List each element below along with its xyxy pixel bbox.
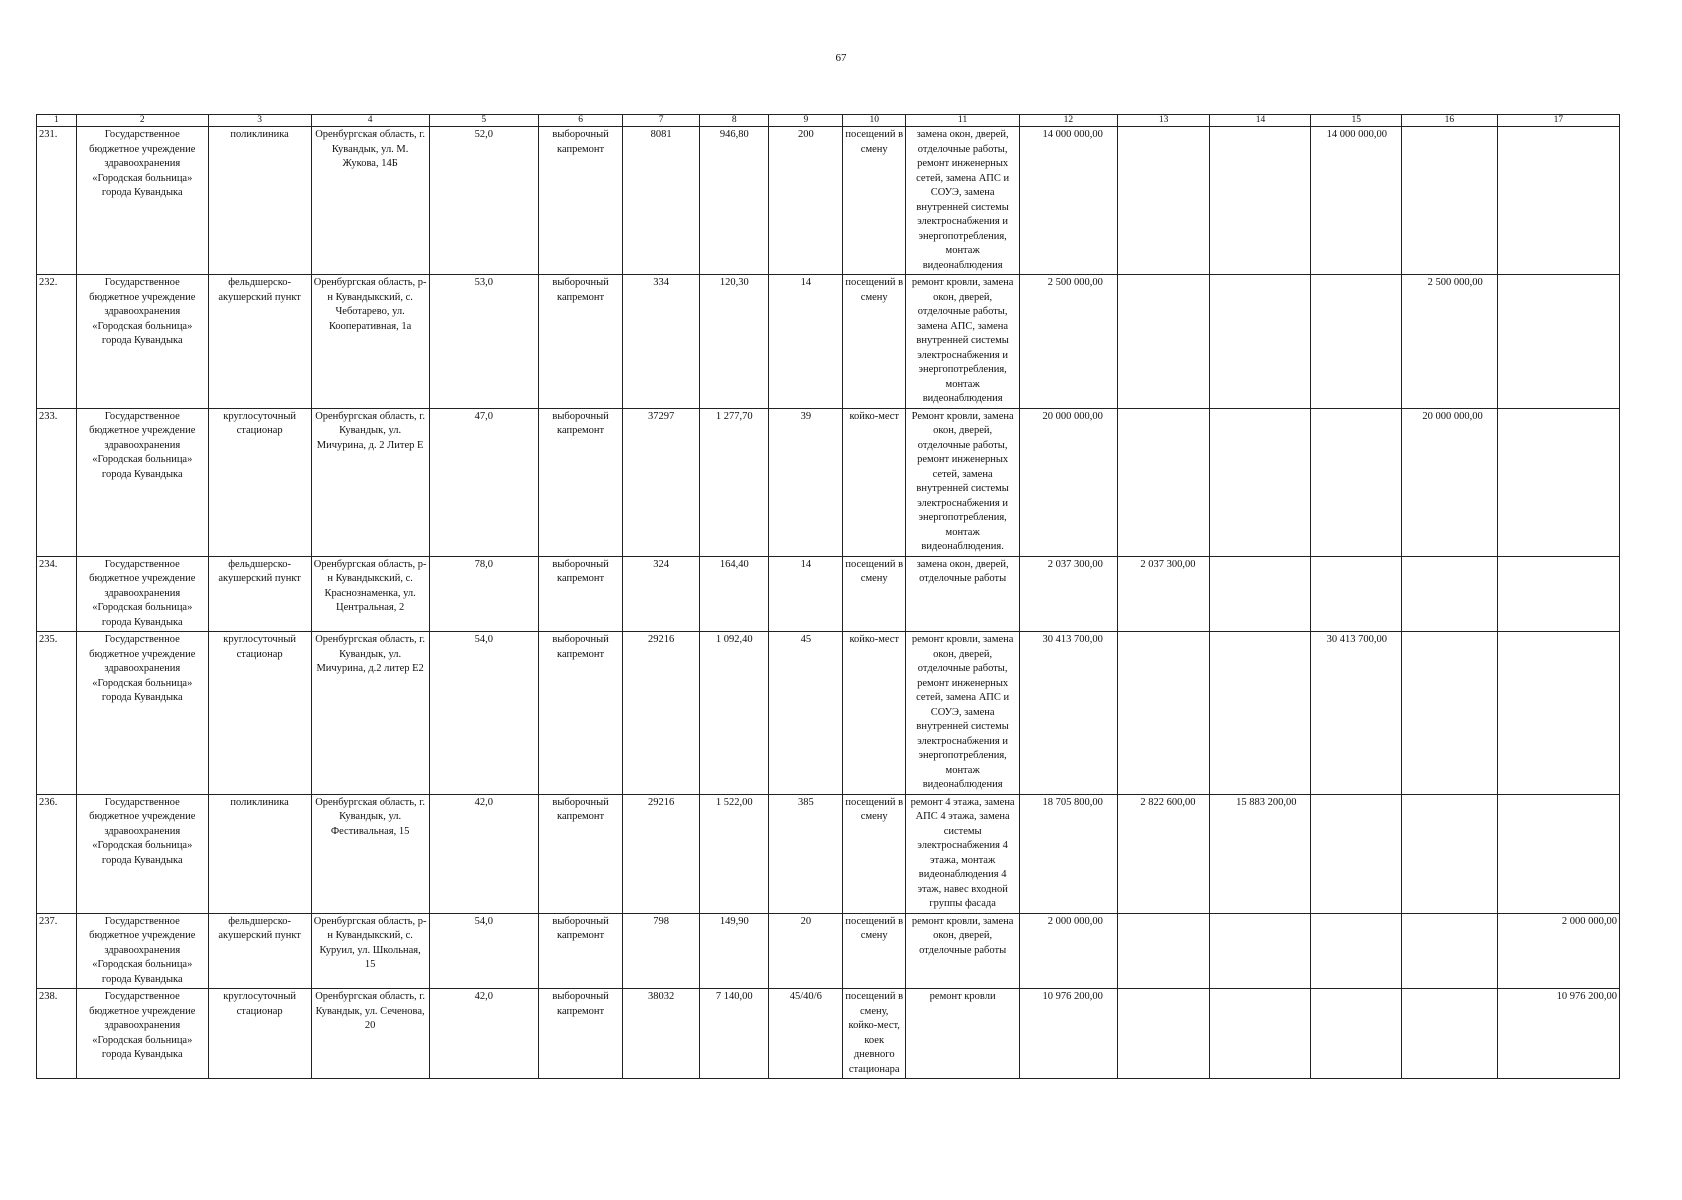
work-type: выборочный капремонт bbox=[539, 127, 623, 275]
wear-percent: 54,0 bbox=[429, 913, 538, 989]
capacity-unit: посещений в смену, койко-мест, коек дневного стационара bbox=[843, 989, 906, 1079]
cost-year-5: 10 976 200,00 bbox=[1497, 989, 1619, 1079]
col-num-7: 7 bbox=[623, 115, 700, 127]
col-num-2: 2 bbox=[76, 115, 208, 127]
col-num-17: 17 bbox=[1497, 115, 1619, 127]
cost-year-1 bbox=[1117, 127, 1210, 275]
work-description: ремонт кровли bbox=[906, 989, 1020, 1079]
wear-percent: 42,0 bbox=[429, 794, 538, 913]
work-type: выборочный капремонт bbox=[539, 632, 623, 795]
capacity-unit: посещений в смену bbox=[843, 275, 906, 409]
capacity: 200 bbox=[769, 127, 843, 275]
row-number: 234. bbox=[37, 556, 77, 632]
organization: Государственное бюджетное учреждение здравоохранения «Городская больница» города Кувандыка bbox=[76, 408, 208, 556]
cost-year-4 bbox=[1402, 989, 1498, 1079]
organization: Государственное бюджетное учреждение здравоохранения «Городская больница» города Кувандыка bbox=[76, 989, 208, 1079]
cost-year-3: 30 413 700,00 bbox=[1311, 632, 1402, 795]
work-type: выборочный капремонт bbox=[539, 989, 623, 1079]
row-number: 238. bbox=[37, 989, 77, 1079]
organization: Государственное бюджетное учреждение здравоохранения «Городская больница» города Кувандыка bbox=[76, 127, 208, 275]
cost-year-2 bbox=[1210, 556, 1311, 632]
organization: Государственное бюджетное учреждение здравоохранения «Городская больница» города Кувандыка bbox=[76, 913, 208, 989]
work-type: выборочный капремонт bbox=[539, 275, 623, 409]
cost-year-1: 2 822 600,00 bbox=[1117, 794, 1210, 913]
cost-year-2: 15 883 200,00 bbox=[1210, 794, 1311, 913]
total-cost: 18 705 800,00 bbox=[1019, 794, 1117, 913]
address: Оренбургская область, р-н Кувандыкский, с. Краснознаменка, ул. Центральная, 2 bbox=[311, 556, 429, 632]
cost-year-5 bbox=[1497, 556, 1619, 632]
work-type: выборочный капремонт bbox=[539, 794, 623, 913]
facility-type: поликлиника bbox=[208, 127, 311, 275]
area: 1 092,40 bbox=[700, 632, 769, 795]
col-num-15: 15 bbox=[1311, 115, 1402, 127]
cost-year-3: 14 000 000,00 bbox=[1311, 127, 1402, 275]
table-row bbox=[37, 632, 1620, 795]
organization: Государственное бюджетное учреждение здравоохранения «Городская больница» города Кувандыка bbox=[76, 275, 208, 409]
cost-year-1 bbox=[1117, 408, 1210, 556]
cost-year-4: 20 000 000,00 bbox=[1402, 408, 1498, 556]
capacity: 39 bbox=[769, 408, 843, 556]
table-row bbox=[37, 408, 1620, 556]
capacity-unit: койко-мест bbox=[843, 632, 906, 795]
cost-year-4 bbox=[1402, 127, 1498, 275]
address: Оренбургская область, г. Кувандык, ул. Мичурина, д. 2 Литер Е bbox=[311, 408, 429, 556]
cost-year-5 bbox=[1497, 127, 1619, 275]
col-num-11: 11 bbox=[906, 115, 1020, 127]
address: Оренбургская область, г. Кувандык, ул. М. Жукова, 14Б bbox=[311, 127, 429, 275]
col-num-5: 5 bbox=[429, 115, 538, 127]
capacity-unit: койко-мест bbox=[843, 408, 906, 556]
work-type: выборочный капремонт bbox=[539, 556, 623, 632]
work-description: ремонт 4 этажа, замена АПС 4 этажа, замена системы электроснабжения 4 этажа, монтаж видеонаблюдения 4 этаж, навес входной группы фасада bbox=[906, 794, 1020, 913]
col-7-value: 798 bbox=[623, 913, 700, 989]
cost-year-4: 2 500 000,00 bbox=[1402, 275, 1498, 409]
address: Оренбургская область, г. Кувандык, ул. Фестивальная, 15 bbox=[311, 794, 429, 913]
work-type: выборочный капремонт bbox=[539, 408, 623, 556]
cost-year-3 bbox=[1311, 989, 1402, 1079]
work-description: ремонт кровли, замена окон, дверей, отделочные работы bbox=[906, 913, 1020, 989]
row-number: 235. bbox=[37, 632, 77, 795]
col-7-value: 37297 bbox=[623, 408, 700, 556]
table-row bbox=[37, 989, 1620, 1079]
cost-year-1 bbox=[1117, 913, 1210, 989]
address: Оренбургская область, г. Кувандык, ул. Сеченова, 20 bbox=[311, 989, 429, 1079]
cost-year-1 bbox=[1117, 632, 1210, 795]
table-row bbox=[37, 275, 1620, 409]
capacity: 14 bbox=[769, 275, 843, 409]
work-description: замена окон, дверей, отделочные работы bbox=[906, 556, 1020, 632]
work-description: замена окон, дверей, отделочные работы, ремонт инженерных сетей, замена АПС и СОУЭ, замена внутренней системы электроснабжения и энергопотребления, монтаж видеонаблюдения bbox=[906, 127, 1020, 275]
cost-year-2 bbox=[1210, 127, 1311, 275]
cost-year-5: 2 000 000,00 bbox=[1497, 913, 1619, 989]
address: Оренбургская область, г. Кувандык, ул. Мичурина, д.2 литер Е2 bbox=[311, 632, 429, 795]
cost-year-4 bbox=[1402, 913, 1498, 989]
cost-year-5 bbox=[1497, 632, 1619, 795]
row-number: 236. bbox=[37, 794, 77, 913]
cost-year-4 bbox=[1402, 794, 1498, 913]
table-row bbox=[37, 794, 1620, 913]
capacity: 385 bbox=[769, 794, 843, 913]
facility-type: фельдшерско-акушерский пункт bbox=[208, 913, 311, 989]
cost-year-5 bbox=[1497, 794, 1619, 913]
cost-year-2 bbox=[1210, 989, 1311, 1079]
cost-year-5 bbox=[1497, 408, 1619, 556]
col-num-12: 12 bbox=[1019, 115, 1117, 127]
area: 1 277,70 bbox=[700, 408, 769, 556]
table-row bbox=[37, 913, 1620, 989]
capacity-unit: посещений в смену bbox=[843, 127, 906, 275]
area: 149,90 bbox=[700, 913, 769, 989]
capacity: 45 bbox=[769, 632, 843, 795]
col-7-value: 29216 bbox=[623, 632, 700, 795]
column-number-header bbox=[37, 115, 1620, 127]
capacity: 20 bbox=[769, 913, 843, 989]
cost-year-1 bbox=[1117, 989, 1210, 1079]
wear-percent: 52,0 bbox=[429, 127, 538, 275]
capacity-unit: посещений в смену bbox=[843, 556, 906, 632]
wear-percent: 54,0 bbox=[429, 632, 538, 795]
cost-year-3 bbox=[1311, 556, 1402, 632]
cost-year-2 bbox=[1210, 913, 1311, 989]
work-description: Ремонт кровли, замена окон, дверей, отделочные работы, ремонт инженерных сетей, замена внутренней системы электроснабжения и энергопотребления, монтаж видеонаблюдения. bbox=[906, 408, 1020, 556]
cost-year-1 bbox=[1117, 275, 1210, 409]
col-num-14: 14 bbox=[1210, 115, 1311, 127]
col-num-16: 16 bbox=[1402, 115, 1498, 127]
cost-year-2 bbox=[1210, 632, 1311, 795]
cost-year-3 bbox=[1311, 408, 1402, 556]
total-cost: 20 000 000,00 bbox=[1019, 408, 1117, 556]
area: 1 522,00 bbox=[700, 794, 769, 913]
cost-year-3 bbox=[1311, 275, 1402, 409]
total-cost: 2 500 000,00 bbox=[1019, 275, 1117, 409]
wear-percent: 42,0 bbox=[429, 989, 538, 1079]
cost-year-5 bbox=[1497, 275, 1619, 409]
total-cost: 30 413 700,00 bbox=[1019, 632, 1117, 795]
row-number: 231. bbox=[37, 127, 77, 275]
organization: Государственное бюджетное учреждение здравоохранения «Городская больница» города Кувандыка bbox=[76, 632, 208, 795]
cost-year-4 bbox=[1402, 632, 1498, 795]
organization: Государственное бюджетное учреждение здравоохранения «Городская больница» города Кувандыка bbox=[76, 556, 208, 632]
col-num-6: 6 bbox=[539, 115, 623, 127]
total-cost: 2 037 300,00 bbox=[1019, 556, 1117, 632]
capacity: 45/40/6 bbox=[769, 989, 843, 1079]
address: Оренбургская область, р-н Кувандыкский, с. Чеботарево, ул. Кооперативная, 1а bbox=[311, 275, 429, 409]
col-num-8: 8 bbox=[700, 115, 769, 127]
wear-percent: 78,0 bbox=[429, 556, 538, 632]
capacity-unit: посещений в смену bbox=[843, 794, 906, 913]
col-num-3: 3 bbox=[208, 115, 311, 127]
wear-percent: 53,0 bbox=[429, 275, 538, 409]
capital-repair-table bbox=[36, 114, 1620, 1079]
col-7-value: 29216 bbox=[623, 794, 700, 913]
row-number: 237. bbox=[37, 913, 77, 989]
total-cost: 2 000 000,00 bbox=[1019, 913, 1117, 989]
cost-year-4 bbox=[1402, 556, 1498, 632]
col-num-10: 10 bbox=[843, 115, 906, 127]
area: 164,40 bbox=[700, 556, 769, 632]
col-7-value: 334 bbox=[623, 275, 700, 409]
organization: Государственное бюджетное учреждение здравоохранения «Городская больница» города Кувандыка bbox=[76, 794, 208, 913]
facility-type: фельдшерско-акушерский пункт bbox=[208, 275, 311, 409]
cost-year-3 bbox=[1311, 794, 1402, 913]
facility-type: круглосуточный стационар bbox=[208, 408, 311, 556]
address: Оренбургская область, р-н Кувандыкский, с. Куруил, ул. Школьная, 15 bbox=[311, 913, 429, 989]
cost-year-3 bbox=[1311, 913, 1402, 989]
facility-type: круглосуточный стационар bbox=[208, 989, 311, 1079]
work-description: ремонт кровли, замена окон, дверей, отделочные работы, ремонт инженерных сетей, замена АПС и СОУЭ, замена внутренней системы электроснабжения и энергопотребления, монтаж видеонаблюдения bbox=[906, 632, 1020, 795]
capacity-unit: посещений в смену bbox=[843, 913, 906, 989]
cost-year-2 bbox=[1210, 408, 1311, 556]
area: 946,80 bbox=[700, 127, 769, 275]
col-num-9: 9 bbox=[769, 115, 843, 127]
total-cost: 14 000 000,00 bbox=[1019, 127, 1117, 275]
row-number: 233. bbox=[37, 408, 77, 556]
table-row bbox=[37, 127, 1620, 275]
col-num-13: 13 bbox=[1117, 115, 1210, 127]
wear-percent: 47,0 bbox=[429, 408, 538, 556]
col-num-1: 1 bbox=[37, 115, 77, 127]
table-row bbox=[37, 556, 1620, 632]
facility-type: фельдшерско-акушерский пункт bbox=[208, 556, 311, 632]
row-number: 232. bbox=[37, 275, 77, 409]
cost-year-2 bbox=[1210, 275, 1311, 409]
total-cost: 10 976 200,00 bbox=[1019, 989, 1117, 1079]
facility-type: круглосуточный стационар bbox=[208, 632, 311, 795]
capacity: 14 bbox=[769, 556, 843, 632]
col-7-value: 324 bbox=[623, 556, 700, 632]
cost-year-1: 2 037 300,00 bbox=[1117, 556, 1210, 632]
col-7-value: 38032 bbox=[623, 989, 700, 1079]
work-type: выборочный капремонт bbox=[539, 913, 623, 989]
col-7-value: 8081 bbox=[623, 127, 700, 275]
facility-type: поликлиника bbox=[208, 794, 311, 913]
work-description: ремонт кровли, замена окон, дверей, отделочные работы, замена АПС, замена внутренней системы электроснабжения и энергопотребления, монтаж видеонаблюдения bbox=[906, 275, 1020, 409]
area: 7 140,00 bbox=[700, 989, 769, 1079]
col-num-4: 4 bbox=[311, 115, 429, 127]
page-number: 67 bbox=[835, 52, 847, 64]
area: 120,30 bbox=[700, 275, 769, 409]
